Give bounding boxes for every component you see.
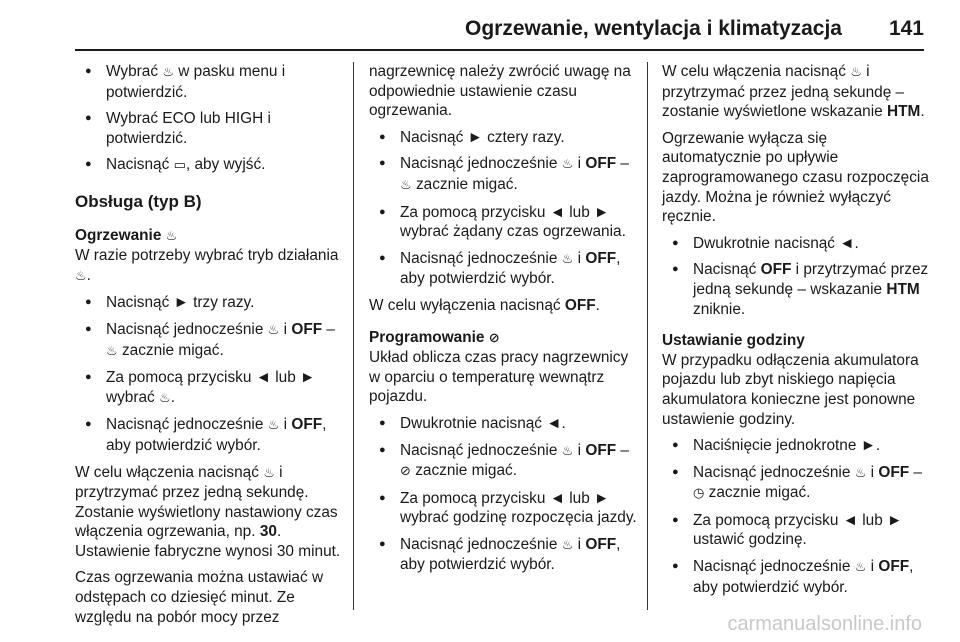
subsection-heading: Ogrzewanie ♨ [75, 226, 178, 244]
list-item: ● Dwukrotnie nacisnąć ◄. [369, 414, 637, 434]
heating-icon: ♨ [75, 268, 87, 284]
list-item: ● Nacisnąć jednocześnie ♨ i OFF, aby potwierdzić wybór. [662, 557, 930, 597]
page-number: 141 [888, 17, 924, 40]
paragraph: W przypadku odłączenia akumulatora pojazdu lub zbyt niskiego napięcia akumulatora konieczne jest ponowne ustawienie godziny. [662, 351, 919, 428]
column-divider [647, 62, 648, 610]
heating-icon: ♨ [561, 251, 574, 267]
paragraph: Czas ogrzewania można ustawiać w odstępach co dziesięć minut. Ze względu na pobór mocy przez [75, 569, 324, 626]
play-left-icon: ◄ [255, 369, 271, 387]
play-right-icon: ► [594, 203, 610, 221]
column-1 [75, 62, 343, 634]
list-item: ● Nacisnąć OFF i przytrzymać przez jedną sekundę – wskazanie HTM zniknie. [662, 260, 930, 319]
list-item: ● Nacisnąć jednocześnie ♨ i OFF – ♨ zacznie migać. [369, 154, 637, 195]
list-item: ● Za pomocą przycisku ◄ lub ► wybrać żądany czas ogrzewania. [369, 203, 637, 242]
timer-icon: ⊘ [488, 330, 500, 346]
header-rule [75, 49, 924, 51]
heating-icon: ♨ [561, 157, 574, 173]
play-right-icon: ► [594, 489, 610, 507]
heating-icon: ♨ [162, 65, 174, 80]
heating-icon: ♨ [561, 443, 574, 459]
list-item: ● Nacisnąć jednocześnie ♨ i OFF – ♨ zacznie migać. [75, 320, 343, 361]
list-item: ● Naciśnięcie jednokrotne ►. [662, 436, 930, 456]
section-heading: Obsługa (typ B) [75, 191, 202, 211]
heating-icon: ♨ [159, 390, 171, 406]
timer-icon: ⊘ [400, 464, 411, 480]
column-2 [369, 62, 637, 582]
list-item: ● Nacisnąć ▭, aby wyjść. [75, 155, 343, 176]
play-right-icon: ► [300, 369, 316, 387]
paragraph: Układ oblicza czas pracy nagrzewnicy w oparciu o temperaturę wewnątrz pojazdu. [369, 349, 629, 406]
play-right-icon: ► [467, 128, 483, 146]
play-left-icon: ◄ [549, 489, 565, 507]
list-item: ● Za pomocą przycisku ◄ lub ► wybrać godzinę rozpoczęcia jazdy. [369, 489, 637, 528]
column-3 [662, 62, 930, 604]
heating-icon: ♨ [400, 177, 412, 193]
subsection-heading: Ustawianie godziny [662, 332, 805, 350]
list-item: ● Nacisnąć jednocześnie ♨ i OFF, aby potwierdzić wybór. [369, 535, 637, 575]
clock-icon: ◷ [693, 486, 705, 502]
list-item: ● Nacisnąć ► trzy razy. [75, 293, 343, 313]
play-left-icon: ◄ [546, 414, 562, 432]
heating-icon: ♨ [850, 65, 862, 80]
list-item: ● Nacisnąć jednocześnie ♨ i OFF, aby potwierdzić wybór. [75, 415, 343, 455]
list-item: ● Wybrać ECO lub HIGH i potwierdzić. [75, 109, 343, 148]
heating-icon: ♨ [267, 418, 280, 434]
screen-icon: ▭ [173, 158, 186, 174]
heating-icon: ♨ [165, 228, 178, 244]
paragraph: Ogrzewanie wyłącza się automatycznie po upływie zaprogramowanego czasu rozpoczęcia jazdy. Można je również wyłączyć ręcznie. [662, 129, 929, 226]
list-item: ● Nacisnąć jednocześnie ♨ i OFF – ◷ zacznie migać. [662, 463, 930, 504]
list-item: ● Nacisnąć jednocześnie ♨ i OFF, aby potwierdzić wybór. [369, 249, 637, 289]
list-item: ● Za pomocą przycisku ◄ lub ► wybrać ♨. [75, 368, 343, 408]
chapter-title: Ogrzewanie, wentylacja i klimatyzacja [464, 17, 842, 40]
play-left-icon: ◄ [549, 203, 565, 221]
page-header [0, 0, 960, 50]
list-item: ● Dwukrotnie nacisnąć ◄. [662, 234, 930, 254]
list-item: ● Za pomocą przycisku ◄ lub ► ustawić godzinę. [662, 511, 930, 550]
paragraph: W celu włączenia nacisnąć ♨ i przytrzymać przez jedną sekundę – zostanie wyświetlone wskazanie HTM. [662, 63, 925, 121]
play-right-icon: ► [173, 294, 189, 312]
heating-icon: ♨ [267, 322, 280, 338]
watermark: carmanualsonline.info [727, 613, 922, 635]
play-right-icon: ► [887, 511, 903, 529]
subsection-heading: Programowanie ⊘ [369, 328, 500, 346]
heating-icon: ♨ [854, 465, 867, 481]
paragraph: W celu wyłączenia nacisnąć OFF. [369, 296, 600, 314]
heating-icon: ♨ [263, 465, 275, 481]
paragraph: nagrzewnicę należy zwrócić uwagę na odpowiednie ustawienie czasu ogrzewania. [369, 63, 631, 120]
play-right-icon: ► [860, 437, 876, 455]
heating-icon: ♨ [561, 537, 574, 553]
play-left-icon: ◄ [839, 234, 855, 252]
paragraph: W celu włączenia nacisnąć ♨ i przytrzymać przez jedną sekundę. Zostanie wyświetlony nastawiony czas włączenia ogrzewania, np. 30. Ustawienie fabryczne wynosi 30 minut. [75, 463, 341, 560]
heating-icon: ♨ [106, 343, 118, 359]
list-item: ● Wybrać ♨ w pasku menu i potwierdzić. [75, 62, 343, 102]
column-divider [353, 62, 354, 610]
paragraph: W razie potrzeby wybrać tryb działania ♨. [75, 247, 339, 284]
list-item: ● Nacisnąć jednocześnie ♨ i OFF – ⊘ zacznie migać. [369, 441, 637, 482]
play-left-icon: ◄ [842, 511, 858, 529]
list-item: ● Nacisnąć ► cztery razy. [369, 128, 637, 148]
heating-icon: ♨ [854, 560, 867, 576]
